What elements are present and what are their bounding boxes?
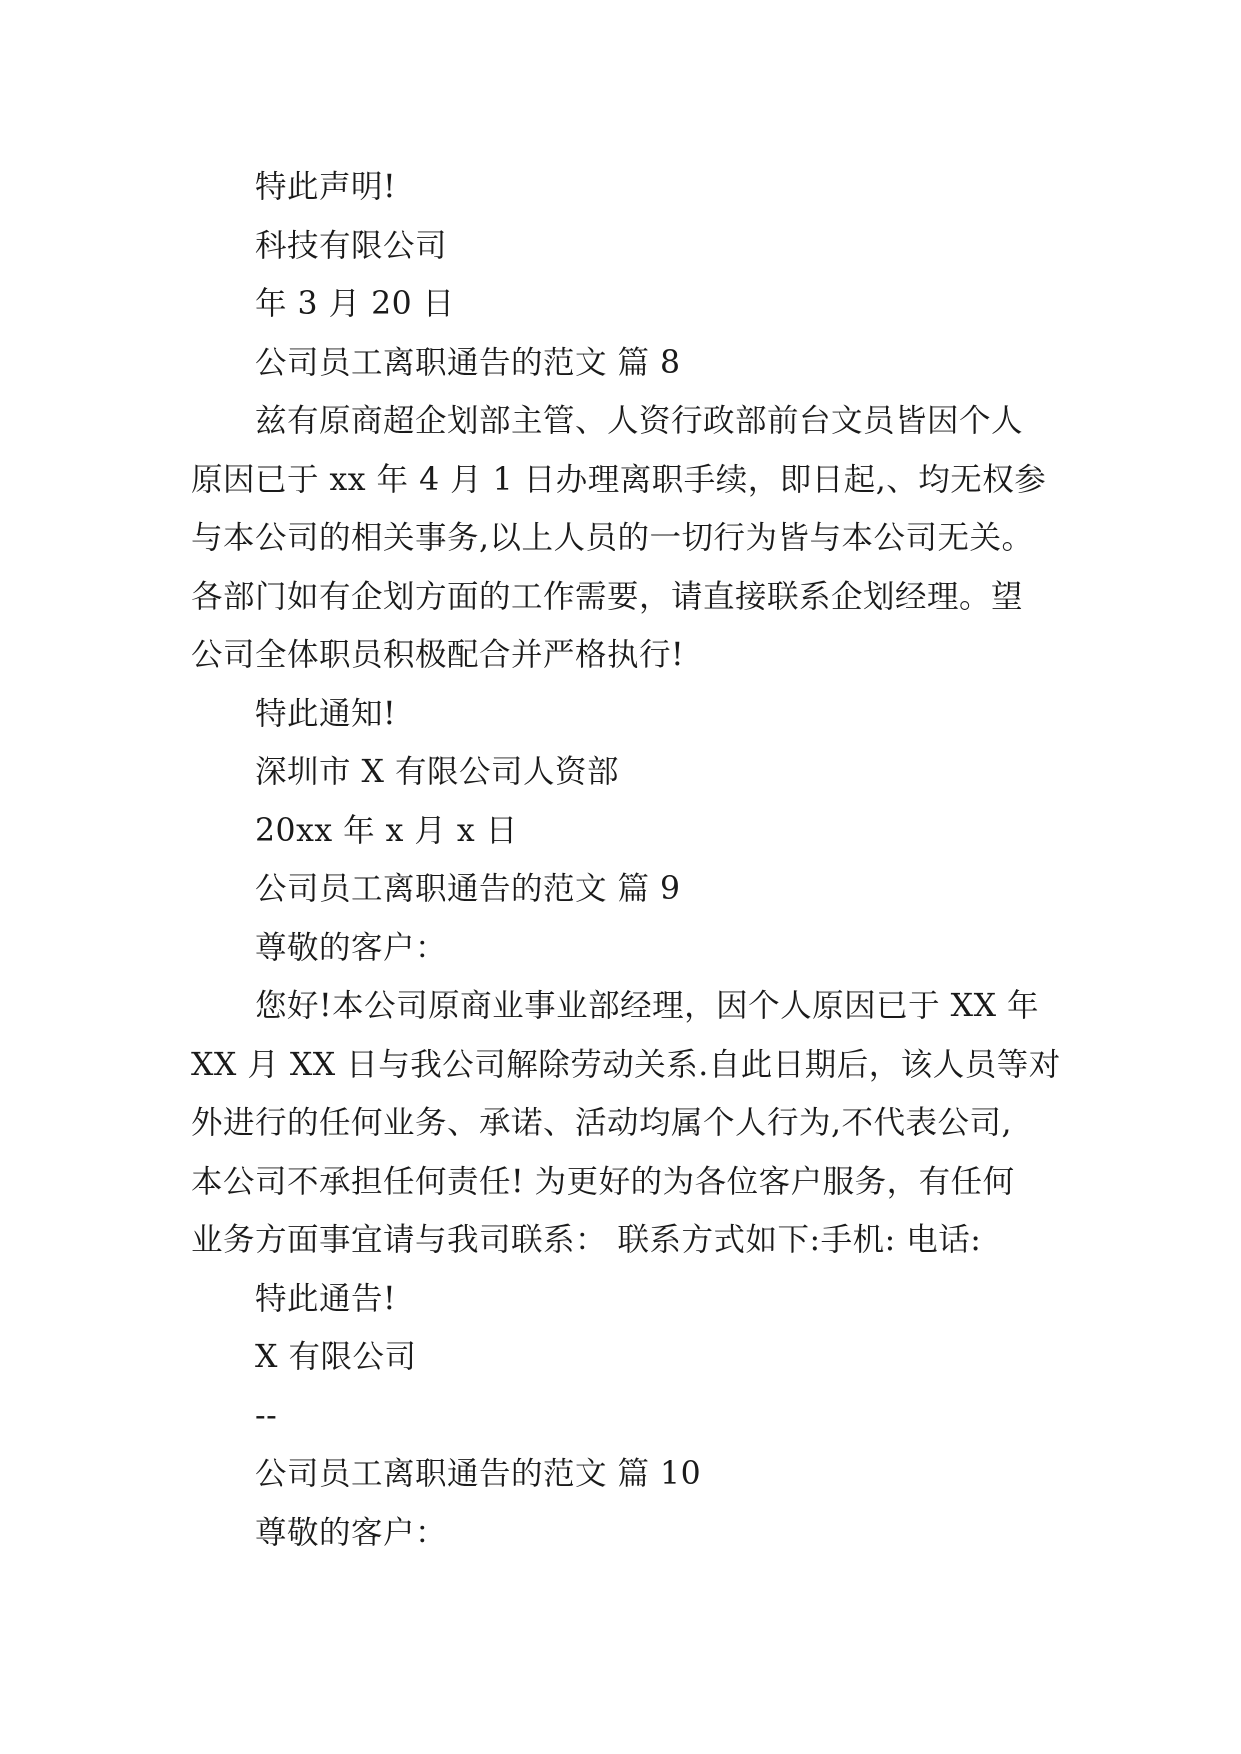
closing-statement: 特此通知! <box>255 695 397 732</box>
paragraph-line: 公司全体职员积极配合并严格执行! <box>191 637 685 673</box>
closing-statement: 特此通告! <box>255 1280 397 1317</box>
paragraph-line: 各部门如有企划方面的工作需要，请直接联系企划经理。望 <box>191 578 1024 615</box>
section-heading: 公司员工离职通告的范文 篇 10 <box>255 1456 702 1492</box>
paragraph-line: XX 月 XX 日与我公司解除劳动关系.自此日期后，该人员等对 <box>191 1046 1061 1083</box>
paragraph-line: 外进行的任何业务、承诺、活动均属个人行为,不代表公司, <box>191 1105 1013 1141</box>
company-signature: 科技有限公司 <box>255 227 448 264</box>
paragraph-line: 本公司不承担任何责任! 为更好的为各位客户服务，有任何 <box>191 1163 1015 1200</box>
paragraph-line: 原因已于 xx 年 4 月 1 日办理离职手续，即日起,、均无权参 <box>191 461 1047 498</box>
document-body <box>191 158 1071 1562</box>
signature-date: 20xx 年 x 月 x 日 <box>255 812 518 849</box>
paragraph-line: 业务方面事宜请与我司联系： 联系方式如下:手机: 电话: <box>191 1222 982 1258</box>
separator-dashes: -- <box>255 1397 278 1434</box>
paragraph-line: 您好!本公司原商业事业部经理，因个人原因已于 XX 年 <box>255 988 1040 1024</box>
section-heading: 公司员工离职通告的范文 篇 8 <box>255 344 681 381</box>
signature-date: 年 3 月 20 日 <box>255 286 455 322</box>
paragraph-line: 与本公司的相关事务,以上人员的一切行为皆与本公司无关。 <box>191 520 1034 556</box>
paragraph-line: 兹有原商超企划部主管、人资行政部前台文员皆因个人 <box>255 403 1024 439</box>
company-signature: X 有限公司 <box>255 1339 417 1375</box>
company-signature: 深圳市 X 有限公司人资部 <box>255 754 619 790</box>
closing-statement: 特此声明! <box>255 169 397 205</box>
salutation: 尊敬的客户： <box>255 929 448 966</box>
salutation: 尊敬的客户： <box>255 1514 448 1551</box>
section-heading: 公司员工离职通告的范文 篇 9 <box>255 871 681 907</box>
